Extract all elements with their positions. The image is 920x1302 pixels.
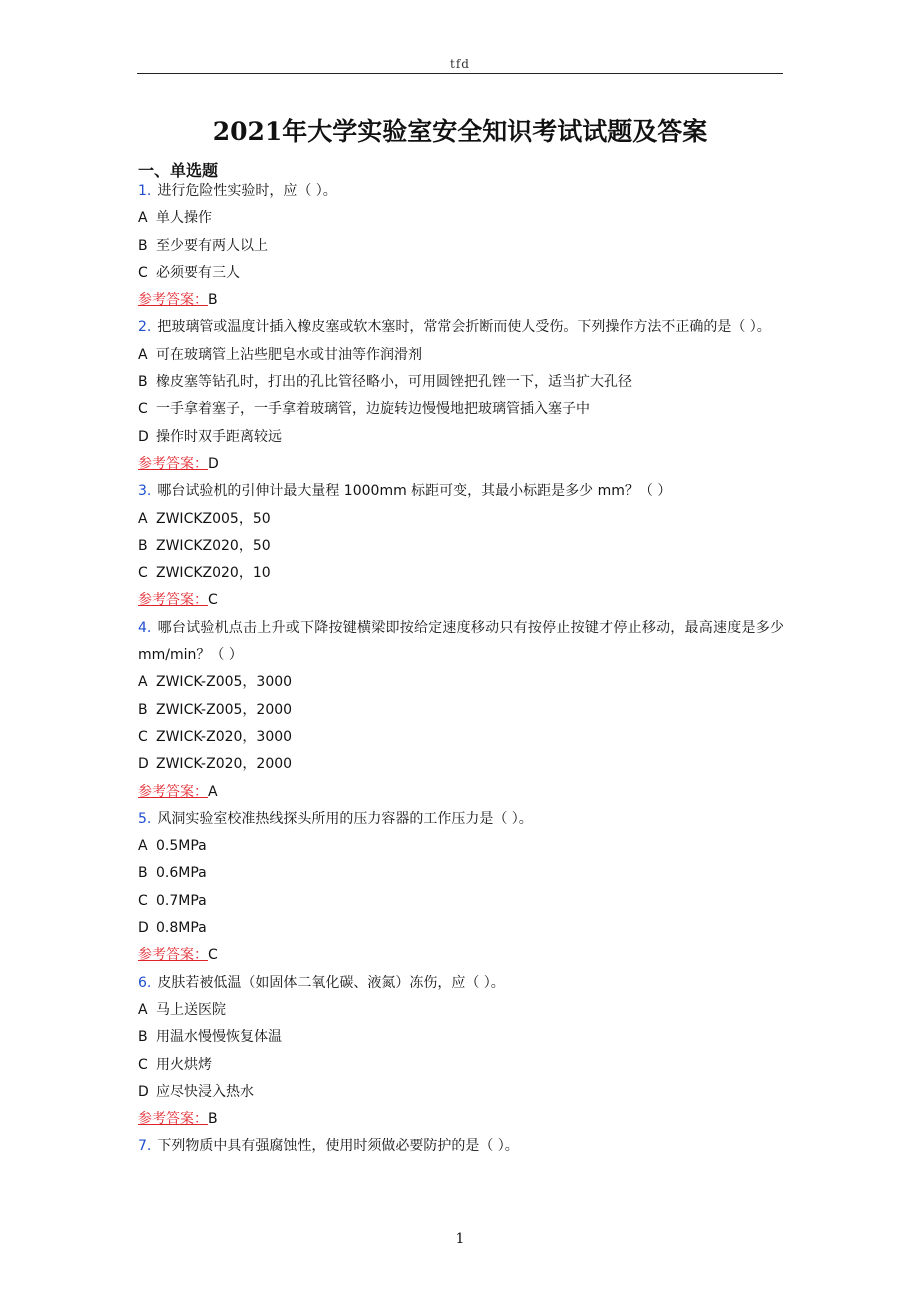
- option-letter: C: [138, 892, 148, 909]
- answer-label: 参考答案：: [138, 1111, 208, 1128]
- option-item: [138, 396, 784, 423]
- option-letter: B: [138, 537, 148, 554]
- option-letter: B: [138, 374, 148, 391]
- answer-line: [138, 451, 784, 478]
- question: [138, 1133, 784, 1160]
- option-text: 0.7MPa: [156, 892, 207, 909]
- option-text: ZWICK-Z020，2000: [156, 756, 293, 773]
- question-number: 2.: [138, 319, 152, 336]
- answer-label: 参考答案：: [138, 292, 208, 309]
- option-text: 操作时双手距离较远: [156, 428, 282, 445]
- question: [138, 478, 784, 505]
- option-letter: A: [138, 346, 148, 363]
- option-item: [138, 860, 784, 887]
- question-text: 哪台试验机的引伸计最大量程 1000mm 标距可变，其最小标距是多少 mm？（ ）: [157, 483, 672, 500]
- option-letter: A: [138, 510, 148, 527]
- question: [138, 970, 784, 997]
- answer-label: 参考答案：: [138, 455, 208, 472]
- option-letter: A: [138, 210, 148, 227]
- option-text: ZWICK-Z020，3000: [156, 728, 293, 745]
- option-item: [138, 888, 784, 915]
- option-text: 用火烘烤: [156, 1056, 212, 1073]
- option-text: ZWICKZ005，50: [156, 510, 271, 527]
- option-letter: A: [138, 838, 148, 855]
- answer-value: B: [208, 1111, 218, 1128]
- question: [138, 178, 784, 205]
- question-number: 3.: [138, 483, 152, 500]
- option-letter: B: [138, 701, 148, 718]
- document-title: 2021年大学实验室安全知识考试试题及答案: [212, 117, 708, 146]
- option-item: [138, 260, 784, 287]
- question-number: 7.: [138, 1138, 152, 1155]
- answer-line: [138, 287, 784, 314]
- answer-value: A: [208, 783, 218, 800]
- answer-value: C: [208, 947, 218, 964]
- option-item: [138, 342, 784, 369]
- option-letter: C: [138, 1056, 148, 1073]
- option-text: ZWICK-Z005，2000: [156, 701, 293, 718]
- option-letter: D: [138, 756, 149, 773]
- question-text: 进行危险性实验时，应（ ）。: [157, 183, 337, 199]
- page-number: 1: [455, 1231, 465, 1247]
- option-text: 一手拿着塞子，一手拿着玻璃管，边旋转边慢慢地把玻璃管插入塞子中: [156, 401, 590, 418]
- answer-label: 参考答案：: [138, 783, 208, 800]
- answer-line: [138, 779, 784, 806]
- option-item: [138, 697, 784, 724]
- option-letter: C: [138, 565, 148, 582]
- answer-value: D: [208, 455, 219, 472]
- option-text: 马上送医院: [156, 1001, 226, 1018]
- option-text: 0.5MPa: [156, 838, 207, 855]
- option-item: [138, 560, 784, 587]
- option-text: 0.6MPa: [156, 865, 207, 882]
- option-letter: A: [138, 1001, 148, 1018]
- option-text: 至少要有两人以上: [156, 237, 268, 254]
- option-item: [138, 506, 784, 533]
- answer-line: [138, 587, 784, 614]
- question-text: 风洞实验室校准热线探头所用的压力容器的工作压力是（ ）。: [157, 810, 533, 827]
- option-item: [138, 724, 784, 751]
- option-item: [138, 369, 784, 396]
- option-letter: C: [138, 728, 148, 745]
- option-text: 0.8MPa: [156, 920, 207, 937]
- answer-line: [138, 942, 784, 969]
- option-item: [138, 915, 784, 942]
- header-rule: [137, 73, 783, 74]
- section-heading: 一、单选题: [138, 161, 219, 180]
- answer-value: B: [208, 292, 218, 309]
- question-text: 皮肤若被低温（如固体二氧化碳、液氮）冻伤，应（ ）。: [157, 974, 505, 991]
- option-item: [138, 1079, 784, 1106]
- option-item: [138, 669, 784, 696]
- option-item: [138, 533, 784, 560]
- answer-label: 参考答案：: [138, 947, 208, 964]
- option-item: [138, 1024, 784, 1051]
- option-letter: C: [138, 401, 148, 418]
- question-text: 下列物质中具有强腐蚀性，使用时须做必要防护的是（ ）。: [157, 1138, 519, 1155]
- option-item: [138, 424, 784, 451]
- option-item: [138, 233, 784, 260]
- option-letter: B: [138, 865, 148, 882]
- question-text: 哪台试验机点击上升或下降按键横梁即按给定速度移动只有按停止按键才停止移动，最高速度是多少 mm/min？（ ）: [138, 619, 784, 664]
- answer-label: 参考答案：: [138, 592, 208, 609]
- option-item: [138, 205, 784, 232]
- option-item: [138, 751, 784, 778]
- option-letter: D: [138, 920, 149, 937]
- header-text: tfd: [450, 57, 470, 71]
- option-letter: B: [138, 1029, 148, 1046]
- question: [138, 314, 784, 341]
- option-text: ZWICKZ020，10: [156, 565, 271, 582]
- question-text: 把玻璃管或温度计插入橡皮塞或软木塞时，常常会折断而使人受伤。下列操作方法不正确的是（ ）。: [157, 319, 771, 336]
- option-text: 必须要有三人: [156, 264, 240, 281]
- option-letter: A: [138, 674, 148, 691]
- question-number: 5.: [138, 810, 152, 827]
- option-text: ZWICK-Z005，3000: [156, 674, 293, 691]
- option-text: 橡皮塞等钻孔时，打出的孔比管径略小，可用圆锉把孔锉一下，适当扩大孔径: [156, 374, 632, 391]
- option-item: [138, 833, 784, 860]
- question-number: 1.: [138, 183, 152, 199]
- question-list: [138, 178, 784, 1161]
- answer-value: C: [208, 592, 218, 609]
- option-letter: B: [138, 237, 148, 254]
- option-item: [138, 1052, 784, 1079]
- option-text: ZWICKZ020，50: [156, 537, 271, 554]
- answer-line: [138, 1106, 784, 1133]
- option-text: 用温水慢慢恢复体温: [156, 1029, 282, 1046]
- question-number: 6.: [138, 974, 152, 991]
- option-text: 可在玻璃管上沾些肥皂水或甘油等作润滑剂: [156, 346, 422, 363]
- option-text: 应尽快浸入热水: [156, 1083, 254, 1100]
- option-text: 单人操作: [156, 210, 212, 227]
- option-item: [138, 997, 784, 1024]
- option-letter: C: [138, 264, 148, 281]
- option-letter: D: [138, 428, 149, 445]
- option-letter: D: [138, 1083, 149, 1100]
- question: [138, 615, 784, 670]
- question: [138, 806, 784, 833]
- question-number: 4.: [138, 619, 152, 636]
